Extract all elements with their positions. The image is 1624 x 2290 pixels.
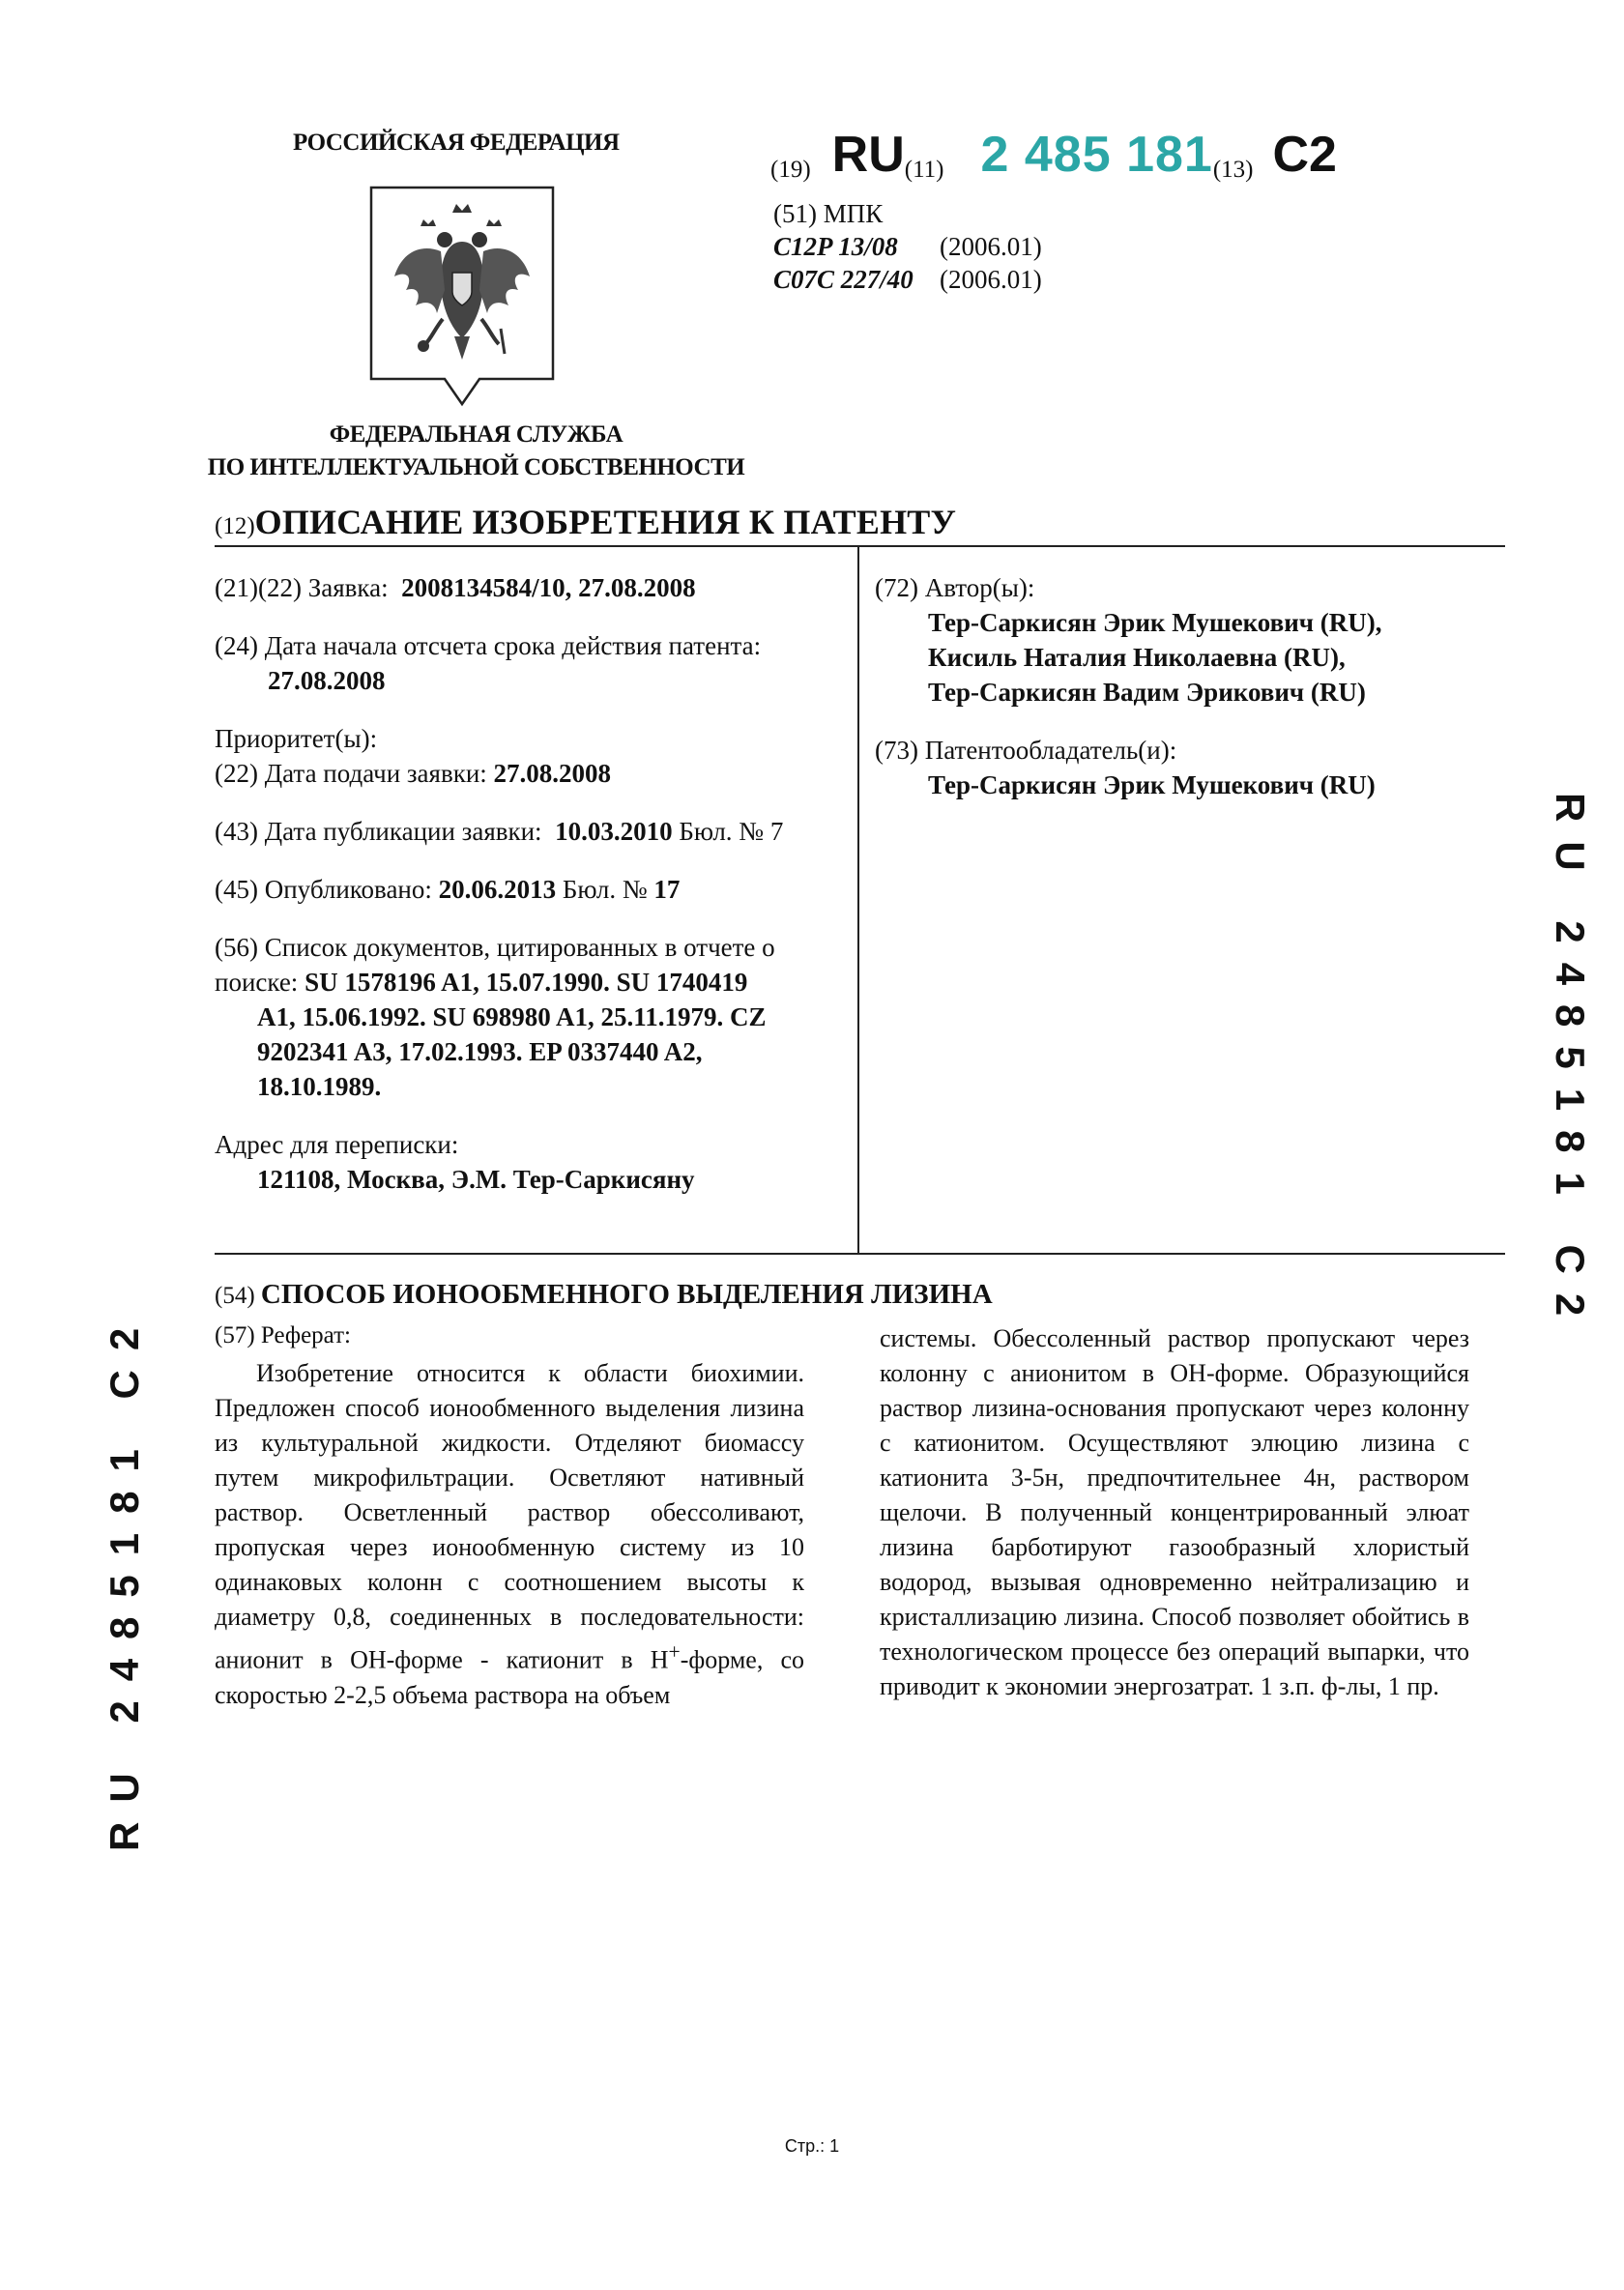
cited-label: (56) Список документов, цитированных в отчете о bbox=[215, 933, 775, 962]
abstract-text: -форме, со скоростью 2-2,5 объема раствора на объем bbox=[215, 1645, 804, 1709]
invention-title bbox=[215, 1279, 993, 1311]
address-label: Адрес для переписки: bbox=[215, 1130, 459, 1159]
federation-heading: РОССИЙСКАЯ ФЕДЕРАЦИЯ bbox=[293, 130, 620, 156]
term-start-label: (24) Дата начала отсчета срока действия патента: bbox=[215, 631, 762, 660]
cited-line: SU 1578196 A1, 15.07.1990. SU 1740419 bbox=[304, 968, 748, 997]
title-code: (12) bbox=[215, 513, 255, 539]
page-number: Стр.: 1 bbox=[784, 2136, 840, 2156]
application-field bbox=[215, 570, 696, 605]
app-pub-bulletin-number: 7 bbox=[769, 817, 784, 846]
ipc-class-code: C07C 227/40 bbox=[773, 265, 914, 294]
ipc-label: (51) МПК bbox=[773, 199, 884, 228]
author: Тер-Саркисян Эрик Мушекович (RU), bbox=[928, 608, 1382, 637]
cited-label-2: поиске: bbox=[215, 968, 299, 997]
ipc-class-row bbox=[773, 263, 1042, 296]
code-13: (13) bbox=[1212, 157, 1254, 183]
patent-number-line bbox=[770, 126, 1337, 193]
abstract-label: (57) Реферат: bbox=[215, 1322, 351, 1348]
federal-service-heading bbox=[193, 419, 759, 484]
patent-number: 2 485 181 bbox=[980, 127, 1213, 183]
application-value: 2008134584/10, 27.08.2008 bbox=[401, 573, 696, 602]
code-19: (19) bbox=[770, 157, 811, 183]
cited-line: 18.10.1989. bbox=[257, 1072, 382, 1101]
coat-of-arms-icon bbox=[367, 184, 557, 408]
abstract-column-right: системы. Обессоленный раствор пропускают через колонну с анионитом в ОН-форме. Образующийся раствор лизина-основания пропускают через колонну с катионитом. Осуществляют элюцию лизина с катионита 3-5н, предпочтительнее 4н, раствором щелочи. В полученный концентрированный элюат лизина барботируют газообразный хлористый водород, вызывая одновременно нейтрализацию и кристаллизацию лизина. Способ позволяет обойтись в технологическом процессе без операций выпарки, что приводит к экономии энергозатрат. 1 з.п. ф-лы, 1 пр. bbox=[880, 1324, 1469, 1700]
published-label: (45) Опубликовано: bbox=[215, 875, 432, 904]
owner-field bbox=[875, 733, 1376, 802]
authors-field bbox=[875, 570, 1381, 710]
side-patent-number: RU 2485181 C2 bbox=[102, 1308, 147, 1851]
superscript: + bbox=[668, 1640, 681, 1664]
column-divider bbox=[857, 547, 859, 1253]
filing-label: (22) Дата подачи заявки: bbox=[215, 759, 487, 788]
term-start-field bbox=[215, 628, 761, 698]
invention-code: (54) bbox=[215, 1283, 255, 1309]
address-value: 121108, Москва, Э.М. Тер-Саркисяну bbox=[257, 1165, 695, 1194]
owner-label: (73) Патентообладатель(и): bbox=[875, 736, 1177, 765]
application-publication-field bbox=[215, 814, 783, 849]
cited-documents-field bbox=[215, 930, 775, 1104]
ipc-classification bbox=[773, 197, 1042, 296]
published-bulletin: Бюл. № bbox=[562, 875, 648, 904]
filing-value: 27.08.2008 bbox=[493, 759, 612, 788]
priority-label: Приоритет(ы): bbox=[215, 724, 378, 753]
ipc-class-code: C12P 13/08 bbox=[773, 232, 898, 261]
author: Тер-Саркисян Вадим Эрикович (RU) bbox=[928, 678, 1366, 707]
abstract-paragraph bbox=[215, 1356, 804, 1713]
published-field bbox=[215, 872, 680, 907]
published-bulletin-number: 17 bbox=[653, 875, 681, 904]
term-start-value: 27.08.2008 bbox=[268, 666, 386, 695]
invention-title-text: СПОСОБ ИОНООБМЕННОГО ВЫДЕЛЕНИЯ ЛИЗИНА bbox=[260, 1279, 993, 1310]
document-title bbox=[215, 502, 956, 542]
cited-line: A1, 15.06.1992. SU 698980 A1, 25.11.1979. CZ bbox=[257, 1002, 767, 1031]
abstract-column-left bbox=[215, 1356, 804, 1713]
cited-line: 9202341 A3, 17.02.1993. EP 0337440 A2, bbox=[257, 1037, 703, 1066]
ipc-class-version: (2006.01) bbox=[940, 232, 1042, 261]
app-pub-value: 10.03.2010 bbox=[555, 817, 673, 846]
app-pub-bulletin: Бюл. № bbox=[679, 817, 765, 846]
application-label: (21)(22) Заявка: bbox=[215, 573, 389, 602]
ipc-class-row bbox=[773, 230, 1042, 263]
priority-field bbox=[215, 721, 611, 791]
divider bbox=[215, 1253, 1505, 1255]
side-patent-number: RU 2485181 C2 bbox=[1548, 793, 1593, 1336]
ipc-class-version: (2006.01) bbox=[940, 265, 1042, 294]
title-text: ОПИСАНИЕ ИЗОБРЕТЕНИЯ К ПАТЕНТУ bbox=[254, 503, 957, 541]
owner-value: Тер-Саркисян Эрик Мушекович (RU) bbox=[928, 770, 1376, 799]
country-code: RU bbox=[831, 127, 905, 183]
address-field bbox=[215, 1127, 695, 1197]
authors-label: (72) Автор(ы): bbox=[875, 573, 1035, 602]
app-pub-label: (43) Дата публикации заявки: bbox=[215, 817, 542, 846]
divider bbox=[215, 545, 1505, 547]
abstract-text: Изобретение относится к области биохимии. Предложен способ ионообменного выделения лизина из культуральной жидкости. Отделяют биомассу путем микрофильтрации. Осветляют нативный раствор. Осветленный раствор обессоливают, пропуская через ионообменную систему из 10 одинаковых колонн с соотношением высоты к диаметру 0,8, соединенных в последовательности: анионит в ОН-форме - катионит в Н bbox=[215, 1359, 804, 1674]
code-11: (11) bbox=[904, 157, 944, 183]
kind-code: C2 bbox=[1272, 127, 1337, 183]
published-value: 20.06.2013 bbox=[438, 875, 557, 904]
service-line-1: ФЕДЕРАЛЬНАЯ СЛУЖБА bbox=[329, 421, 624, 448]
service-line-2: ПО ИНТЕЛЛЕКТУАЛЬНОЙ СОБСТВЕННОСТИ bbox=[207, 454, 745, 480]
author: Кисиль Наталия Николаевна (RU), bbox=[928, 643, 1346, 672]
